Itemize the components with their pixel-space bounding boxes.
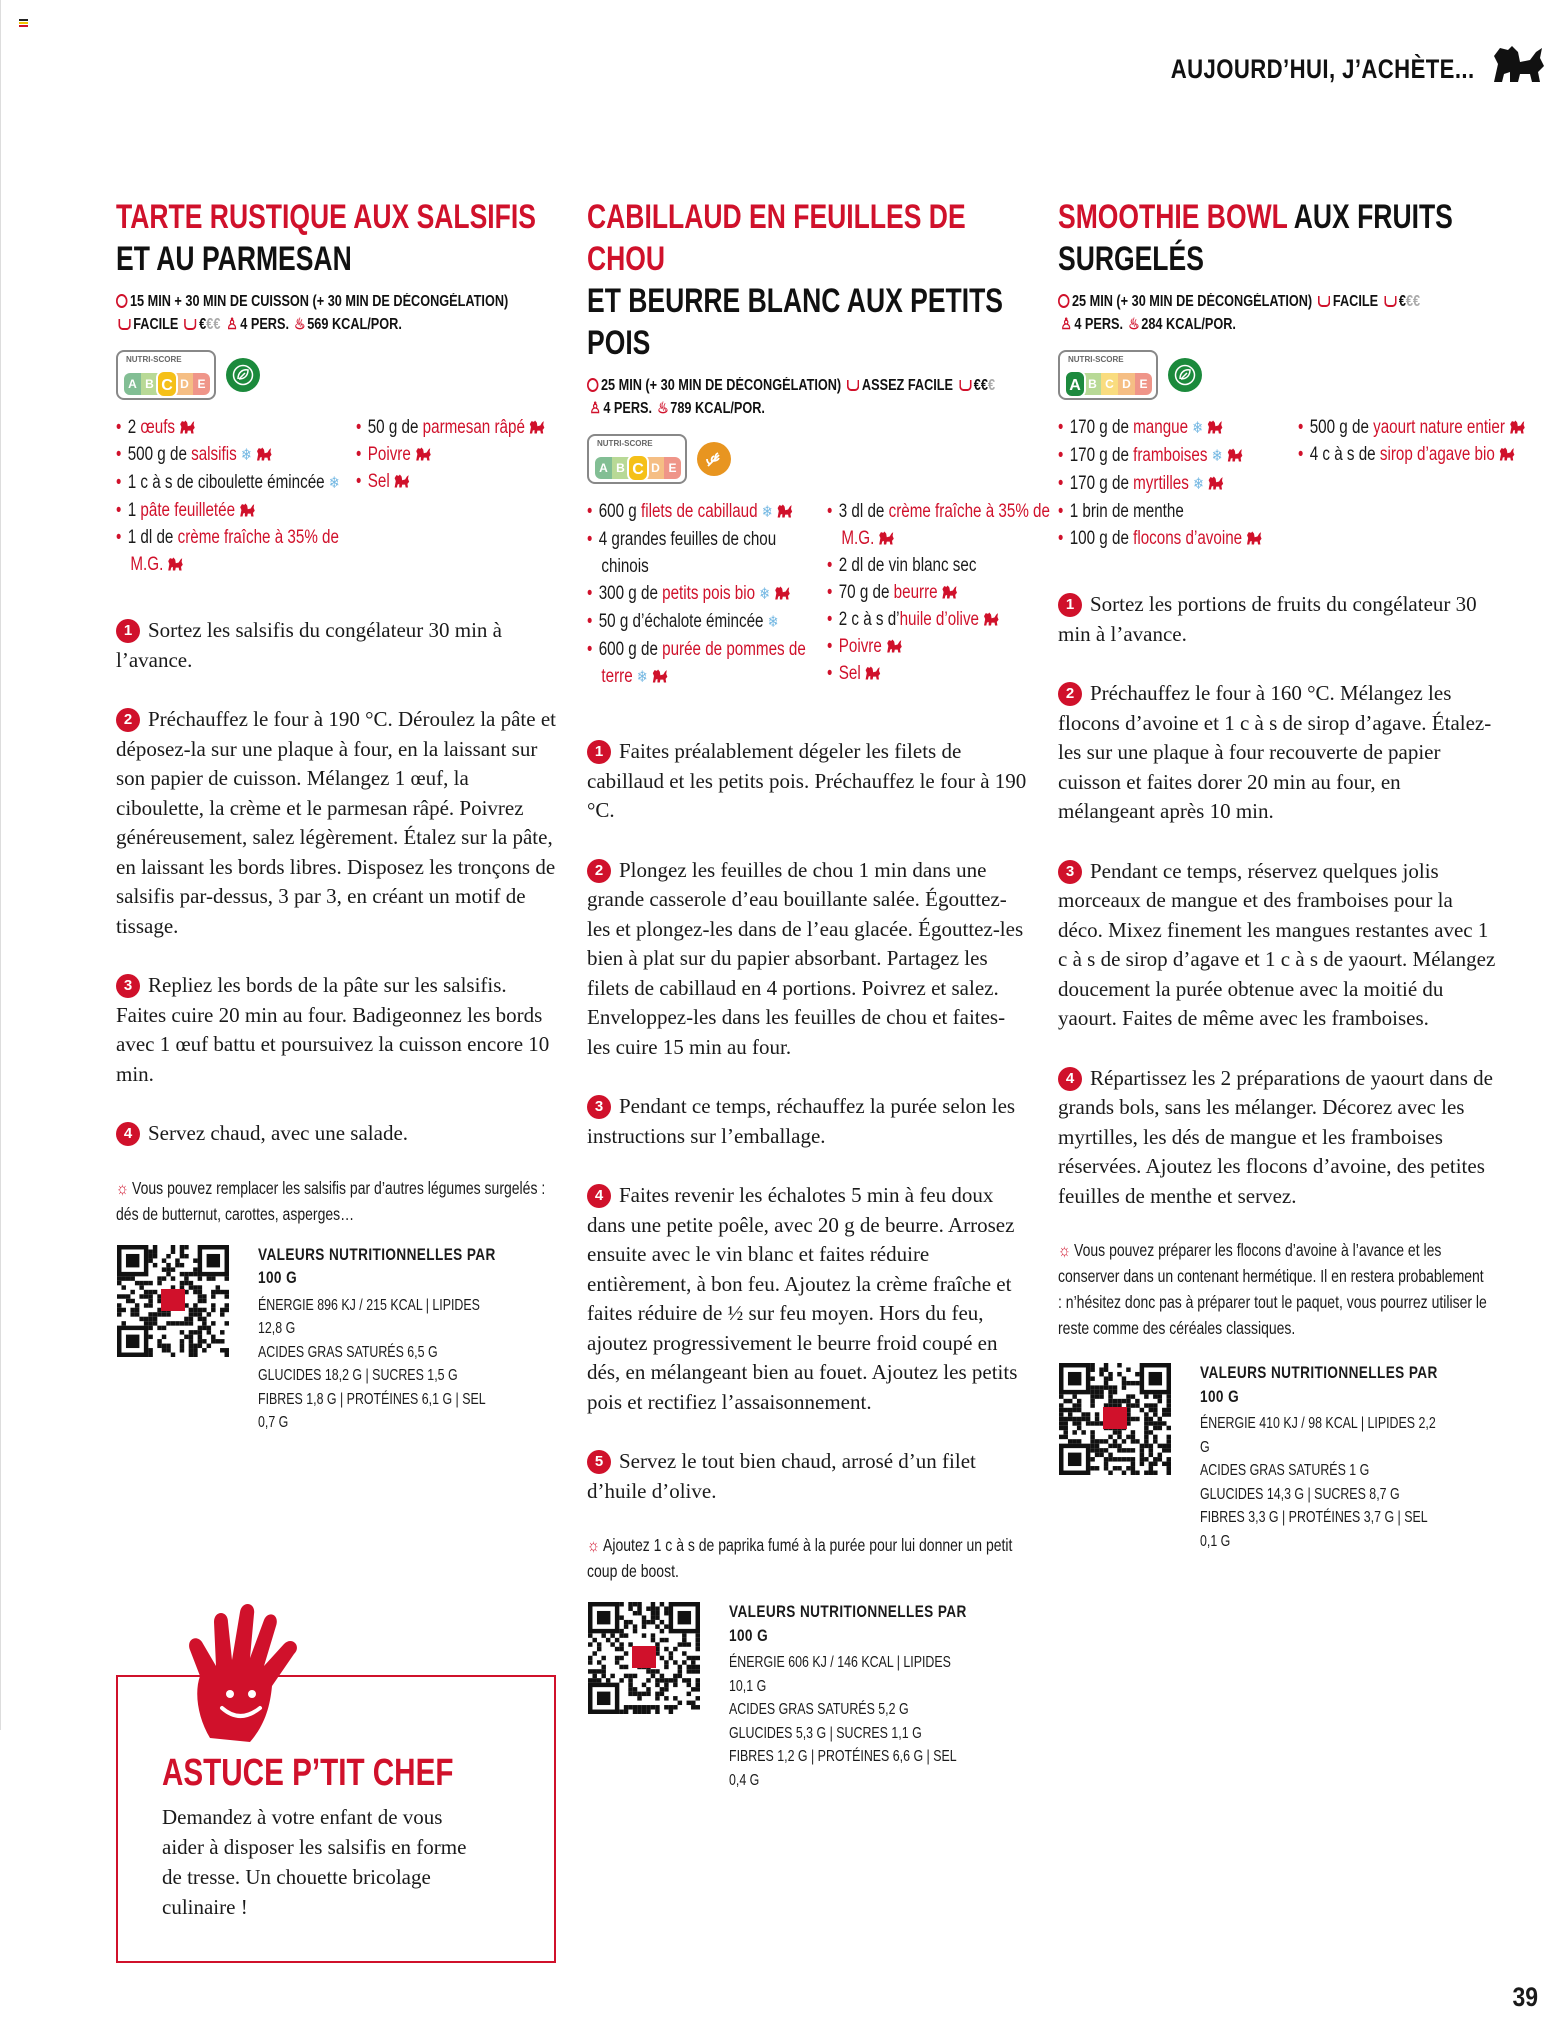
ingredient-item: • 1 dl de crème fraîche à 35% de M.G.: [116, 524, 348, 578]
delhaize-lion-icon: [1498, 446, 1516, 462]
nutrition-line: GLUCIDES 18,2 G | SUCRES 1,5 G: [258, 1367, 458, 1384]
delhaize-lion-icon: [1226, 447, 1244, 463]
nutrition-line: GLUCIDES 14,3 G | SUCRES 8,7 G: [1200, 1485, 1400, 1503]
delhaize-lion-icon: [238, 502, 256, 518]
meta-price-off: €: [987, 377, 996, 394]
delhaize-lion-logo-icon: [1490, 42, 1546, 86]
recipe-title: [1058, 196, 1495, 280]
basket-icon: [184, 319, 196, 330]
snowflake-icon: ❄: [767, 614, 779, 631]
nutri-score-letter: B: [141, 373, 158, 395]
nutrition-line: ACIDES GRAS SATURÉS 5,2 G: [729, 1701, 909, 1718]
snowflake-icon: ❄: [1192, 420, 1204, 437]
delhaize-lion-icon: [528, 419, 546, 435]
ingredient-item: • 50 g d’échalote émincée ❄: [587, 608, 819, 636]
ingredients-list-right: [356, 414, 588, 495]
nutrition-block: [587, 1602, 1027, 1792]
ingredient-item: • 170 g de myrtilles ❄: [1058, 470, 1290, 498]
recipe-title: [587, 196, 1024, 364]
ingredient-item: • 1 c à s de ciboulette émincée ❄: [116, 469, 348, 497]
wheat-icon: [697, 442, 731, 476]
snowflake-icon: ❄: [759, 586, 771, 603]
nutrition-line: FIBRES 3,3 G | PROTÉINES 3,7 G | SEL 0,1 G: [1200, 1509, 1428, 1550]
qr-code[interactable]: [116, 1245, 230, 1357]
snowflake-icon: ❄: [636, 669, 648, 686]
ingredient-item: • 500 g de yaourt nature entier: [1298, 414, 1530, 441]
delhaize-lion-icon: [255, 446, 273, 462]
persons-icon: ♙: [226, 316, 238, 333]
delhaize-lion-icon: [982, 611, 1000, 627]
delhaize-lion-icon: [1207, 475, 1225, 491]
meta-time: 25 MIN (+ 30 MIN DE DÉCONGÉLATION): [600, 377, 842, 394]
ingredient-item: • 100 g de flocons d’avoine: [1058, 525, 1290, 552]
ingredient-item: • 2 œufs: [116, 414, 348, 441]
recipe-step: 4 Faites revenir les échalotes 5 min à feu doux dans une petite poêle, avec 20 g de beurre. Arrosez ensuite avec le vin blanc et faites réduire entièrement, à bon feu. Ajoutez la crème fraîche et faites réduire de ½ sur feu moyen. Hors du feu, ajoutez progressivement le beurre froid coupé en dés, en mélangeant bien au fouet. Ajoutez les petits pois et rectifiez l’assaisonnement.: [587, 1183, 1018, 1414]
steps: [587, 737, 1027, 1506]
clock-icon: [1058, 294, 1069, 308]
step-number: 4: [1058, 1067, 1082, 1091]
delhaize-lion-icon: [864, 665, 882, 681]
nutri-score-letter: C: [156, 370, 178, 398]
page-header-title: AUJOURD’HUI, J’ACHÈTE...: [1171, 54, 1475, 84]
nutri-score-letter: D: [647, 457, 664, 479]
vegetarian-leaf-icon: [226, 358, 260, 392]
meta-persons: 4 PERS.: [240, 316, 290, 333]
meta-persons: 4 PERS.: [1074, 316, 1124, 333]
recipe-column-1: [116, 196, 556, 1435]
delhaize-lion-icon: [773, 585, 791, 601]
flame-icon: ♨: [657, 400, 669, 417]
meta-kcal: 284 KCAL/POR.: [1141, 316, 1236, 333]
recipe-step: 3 Pendant ce temps, réservez quelques jolis morceaux de mangue et des framboises pour la déco. Mixez finement les mangues restantes avec 1 c à s de sirop d’agave et 1 c à s de yaourt. Mélangez doucement la purée obtenue avec la moitié du yaourt. Faites de même avec les framboises.: [1058, 858, 1496, 1030]
nutri-score-badge: NUTRI-SCORE A B C D E: [587, 434, 687, 484]
nutrition-line: ÉNERGIE 606 KJ / 146 KCAL | LIPIDES 10,1 G: [729, 1654, 951, 1695]
nutrition-block: [116, 1245, 556, 1435]
nutrition-line: FIBRES 1,2 G | PROTÉINES 6,6 G | SEL 0,4 G: [729, 1748, 957, 1789]
badges: [587, 434, 1027, 484]
delhaize-lion-icon: [651, 668, 669, 684]
meta-kcal: 569 KCAL/POR.: [307, 316, 402, 333]
ingredients-list-left: [587, 498, 819, 691]
chef-hat-icon: [118, 319, 130, 330]
delhaize-lion-icon: [878, 530, 896, 546]
meta-price: €: [1398, 293, 1406, 310]
meta-price: €: [199, 316, 207, 333]
nutri-score-letter: C: [1101, 373, 1118, 395]
ingredient-item: • 300 g de petits pois bio ❄: [587, 580, 819, 608]
recipe-title-red: CABILLAUD EN FEUILLES DE CHOU: [587, 198, 966, 278]
nutri-score-letter: E: [193, 373, 210, 395]
delhaize-lion-icon: [167, 556, 185, 572]
persons-icon: ♙: [589, 400, 601, 417]
recipe-step: 1 Sortez les salsifis du congélateur 30 min à l’avance.: [116, 618, 502, 672]
page-number: 39: [1512, 1982, 1538, 2012]
meta-price-off: €€: [1405, 293, 1421, 310]
recipe-step: 2 Préchauffez le four à 190 °C. Déroulez la pâte et déposez-la sur une plaque à four, en la laissant sur son papier de cuisson. Mélangez 1 œuf, la ciboulette, la crème et le parmesan râpé. Poivrez généreusement, salez légèrement. Étalez sur la pâte, en laissant les bords libres. Disposez les tronçons de salsifis par-dessus, 3 par 3, en créant un motif de tissage.: [116, 707, 556, 938]
nutri-score-letter: A: [124, 373, 141, 395]
ingredient-item: • Sel: [827, 660, 1059, 687]
lightbulb-icon: ☼: [587, 1535, 600, 1555]
snowflake-icon: ❄: [1211, 448, 1223, 465]
recipe-column-3: [1058, 196, 1505, 1553]
nutri-score-letter: A: [595, 457, 612, 479]
recipe-column-2: [587, 196, 1050, 1792]
ingredients: [1058, 414, 1505, 552]
step-number: 1: [1058, 593, 1082, 617]
ingredients-list-right: [827, 498, 1059, 687]
recipe-step: 2 Plongez les feuilles de chou 1 min dans une grande casserole d’eau bouillante salée. Égouttez-les et plongez-les dans de l’eau glacée. Égouttez-les bien à plat sur du papier absorbant. Partagez les filets de cabillaud en 4 portions. Poivrez et salez. Enveloppez-les dans les feuilles de chou et faites-les cuire 15 min au four.: [587, 857, 1024, 1059]
recipe-step: 1 Sortez les portions de fruits du congélateur 30 min à l’avance.: [1058, 592, 1477, 646]
nutrition-block: [1058, 1363, 1498, 1553]
ingredient-item: • 50 g de parmesan râpé: [356, 414, 588, 441]
chef-tip-text: Demandez à votre enfant de vous aider à disposer les salsifis en forme de tresse. Un chouette bricolage culinaire !: [162, 1805, 467, 1919]
recipe-meta: [116, 290, 559, 336]
step-number: 5: [587, 1450, 611, 1474]
tip-text: Ajoutez 1 c à s de paprika fumé à la purée pour lui donner un petit coup de boost.: [587, 1535, 1013, 1581]
step-number: 2: [587, 859, 611, 883]
nutrition-title: VALEURS NUTRITIONNELLES PAR 100 G: [1200, 1363, 1438, 1406]
step-number: 2: [1058, 682, 1082, 706]
tip: [1058, 1237, 1490, 1341]
recipe-step: 3 Repliez les bords de la pâte sur les salsifis. Faites cuire 20 min au four. Badigeonnez les bords avec 1 œuf battu et poursuivez la cuisson encore 10 min.: [116, 973, 550, 1086]
meta-persons: 4 PERS.: [603, 400, 653, 417]
flag-icon: [19, 19, 28, 26]
ingredients: [587, 498, 1050, 691]
ingredients-list-left: [1058, 414, 1290, 552]
nutrition-line: ÉNERGIE 410 KJ / 98 KCAL | LIPIDES 2,2 G: [1200, 1415, 1436, 1456]
delhaize-lion-icon: [776, 503, 794, 519]
lightbulb-icon: ☼: [116, 1177, 129, 1198]
ingredients-list-right: [1298, 414, 1530, 468]
badges: [116, 350, 556, 400]
clock-icon: [116, 294, 127, 308]
nutri-score-letter: E: [1135, 373, 1152, 395]
lightbulb-icon: ☼: [1058, 1240, 1071, 1260]
recipe-meta: [587, 374, 1030, 420]
nutrition-line: ÉNERGIE 896 KJ / 215 KCAL | LIPIDES 12,8 G: [258, 1296, 480, 1337]
nutrition-info: [258, 1243, 496, 1435]
nutri-score-bars: [124, 370, 210, 398]
ingredient-item: • 4 c à s de sirop d’agave bio: [1298, 441, 1530, 468]
recipe-title-black-inline: AUX FRUITS: [1287, 198, 1453, 236]
nutri-score-badge: NUTRI-SCORE A B C D E: [1058, 350, 1158, 400]
meta-price-off: €€: [206, 316, 221, 333]
ingredient-item: • 600 g de purée de pommes de terre ❄: [587, 636, 819, 691]
flame-icon: ♨: [1128, 316, 1140, 333]
nutri-score-letter: C: [627, 454, 649, 482]
step-number: 3: [116, 974, 140, 998]
nutrition-info: [729, 1600, 967, 1792]
flame-icon: ♨: [294, 316, 306, 333]
basket-icon: [959, 380, 971, 391]
meta-time: 15 MIN + 30 MIN DE CUISSON (+ 30 MIN DE DÉCONGÉLATION): [129, 293, 509, 310]
badges: [1058, 350, 1498, 400]
recipe-step: 1 Faites préalablement dégeler les filets de cabillaud et les petits pois. Préchauffez le four à 190 °C.: [587, 739, 1027, 822]
nutrition-info: [1200, 1361, 1438, 1553]
snowflake-icon: ❄: [1193, 476, 1204, 493]
ingredient-item: • Poivre: [356, 441, 588, 468]
ingredient-item: • 70 g de beurre: [827, 579, 1059, 606]
meta-difficulty: FACILE: [1332, 293, 1379, 310]
snowflake-icon: ❄: [761, 504, 773, 521]
nutri-score-letter: A: [1064, 370, 1086, 398]
chef-hat-icon: [847, 380, 859, 391]
recipe-title-black: ET BEURRE BLANC AUX PETITS POIS: [587, 282, 1003, 362]
clock-icon: [587, 378, 598, 392]
ingredient-item: • 1 brin de menthe: [1058, 498, 1290, 525]
recipe-step: 4 Servez chaud, avec une salade.: [116, 1119, 556, 1149]
nutrition-title: VALEURS NUTRITIONNELLES PAR 100 G: [258, 1244, 496, 1287]
recipe-meta: [1058, 290, 1501, 336]
nutrition-line: GLUCIDES 5,3 G | SUCRES 1,1 G: [729, 1724, 922, 1742]
delhaize-lion-icon: [1206, 419, 1224, 435]
meta-time: 25 MIN (+ 30 MIN DE DÉCONGÉLATION): [1071, 293, 1313, 310]
qr-code[interactable]: [587, 1602, 701, 1714]
recipe-step: 2 Préchauffez le four à 160 °C. Mélangez les flocons d’avoine et 1 c à s de sirop d’agave. Étalez-les sur une plaque à four recouverte de papier cuisson et faites dorer 20 min au four, en mélangeant après 10 min.: [1058, 681, 1492, 823]
nutri-score-bars: [595, 454, 681, 482]
tip-text: Vous pouvez remplacer les salsifis par d’autres légumes surgelés : dés de butternut, carottes, asperges…: [116, 1177, 546, 1224]
steps: [1058, 590, 1498, 1211]
nutri-score-letter: D: [176, 373, 193, 395]
delhaize-lion-icon: [393, 473, 411, 489]
delhaize-lion-icon: [1508, 419, 1526, 435]
chef-hat-icon: [1318, 296, 1330, 307]
step-number: 1: [116, 619, 140, 643]
recipe-step: 3 Pendant ce temps, réchauffez la purée selon les instructions sur l’emballage.: [587, 1094, 1016, 1148]
nutrition-line: ACIDES GRAS SATURÉS 1 G: [1200, 1462, 1370, 1479]
recipe-title-red: SMOOTHIE BOWL: [1058, 198, 1288, 236]
nutri-score-letter: B: [1084, 373, 1101, 395]
vegetarian-leaf-icon: [1168, 358, 1202, 392]
meta-price: €€: [973, 377, 988, 394]
step-number: 3: [587, 1095, 611, 1119]
step-number: 1: [587, 740, 611, 764]
delhaize-lion-icon: [941, 584, 959, 600]
delhaize-lion-icon: [414, 446, 432, 462]
nutrition-line: ACIDES GRAS SATURÉS 6,5 G: [258, 1343, 438, 1361]
nutri-score-letter: E: [664, 457, 681, 479]
nutrition-title: VALEURS NUTRITIONNELLES PAR 100 G: [729, 1602, 967, 1645]
persons-icon: ♙: [1060, 316, 1072, 333]
ingredient-item: • 170 g de mangue ❄: [1058, 414, 1290, 442]
nutri-score-letter: B: [612, 457, 629, 479]
nutri-score-bars: [1066, 370, 1152, 398]
tip: [587, 1532, 1019, 1584]
ingredient-item: • 600 g filets de cabillaud ❄: [587, 498, 819, 526]
delhaize-lion-icon: [1245, 530, 1263, 546]
nutri-score-letter: D: [1118, 373, 1135, 395]
meta-difficulty: ASSEZ FACILE: [861, 377, 954, 394]
ingredient-item: • 500 g de salsifis ❄: [116, 441, 348, 469]
step-number: 4: [116, 1122, 140, 1146]
recipe-title-red: TARTE RUSTIQUE AUX SALSIFIS: [116, 198, 536, 236]
ingredient-item: • 3 dl de crème fraîche à 35% de M.G.: [827, 498, 1059, 552]
ingredient-item: • Sel: [356, 468, 588, 495]
step-number: 4: [587, 1184, 611, 1208]
tip: [116, 1175, 548, 1227]
tip-text: Vous pouvez préparer les flocons d’avoine à l’avance et les conserver dans un contenant hermétique. Il en restera probablement : n’hésitez donc pas à préparer tout le paquet, vous pourrez utiliser le reste comme des céréales classiques.: [1058, 1240, 1487, 1338]
ingredient-item: • 170 g de framboises ❄: [1058, 442, 1290, 470]
page-edge-line: [0, 0, 1, 1730]
basket-icon: [1384, 296, 1396, 307]
steps: [116, 616, 556, 1149]
ingredient-item: • 2 c à s d’huile d’olive: [827, 606, 1059, 633]
ingredient-item: • 2 dl de vin blanc sec: [827, 552, 1059, 579]
ingredient-item: • 1 pâte feuilletée: [116, 497, 348, 524]
recipe-title-black: ET AU PARMESAN: [116, 240, 352, 278]
ingredients-list-left: [116, 414, 348, 578]
delhaize-lion-icon: [885, 638, 903, 654]
qr-code[interactable]: [1058, 1363, 1172, 1475]
recipe-step: 5 Servez le tout bien chaud, arrosé d’un filet d’huile d’olive.: [587, 1449, 976, 1503]
ingredients: [116, 414, 556, 578]
meta-kcal: 789 KCAL/POR.: [670, 400, 765, 417]
recipe-title-black: SURGELÉS: [1058, 240, 1204, 278]
step-number: 3: [1058, 860, 1082, 884]
recipe-title: [116, 196, 553, 280]
delhaize-lion-icon: [178, 419, 196, 435]
nutrition-line: FIBRES 1,8 G | PROTÉINES 6,1 G | SEL 0,7 G: [258, 1390, 486, 1431]
nutri-score-badge: NUTRI-SCORE A B C D E: [116, 350, 216, 400]
meta-difficulty: FACILE: [133, 316, 179, 333]
snowflake-icon: ❄: [328, 475, 340, 492]
step-number: 2: [116, 708, 140, 732]
chef-tip-title: ASTUCE P’TIT CHEF: [162, 1752, 454, 1794]
snowflake-icon: ❄: [240, 447, 252, 464]
smiling-hand-icon: [180, 1598, 320, 1748]
ingredient-item: • 4 grandes feuilles de chou chinois: [587, 526, 819, 580]
ingredient-item: • Poivre: [827, 633, 1059, 660]
recipe-step: 4 Répartissez les 2 préparations de yaourt dans de grands bols, sans les mélanger. Décorez avec les myrtilles, les dés de mangue et les framboises réservées. Ajoutez les flocons d’avoine, des petites feuilles de menthe et servez.: [1058, 1065, 1493, 1208]
